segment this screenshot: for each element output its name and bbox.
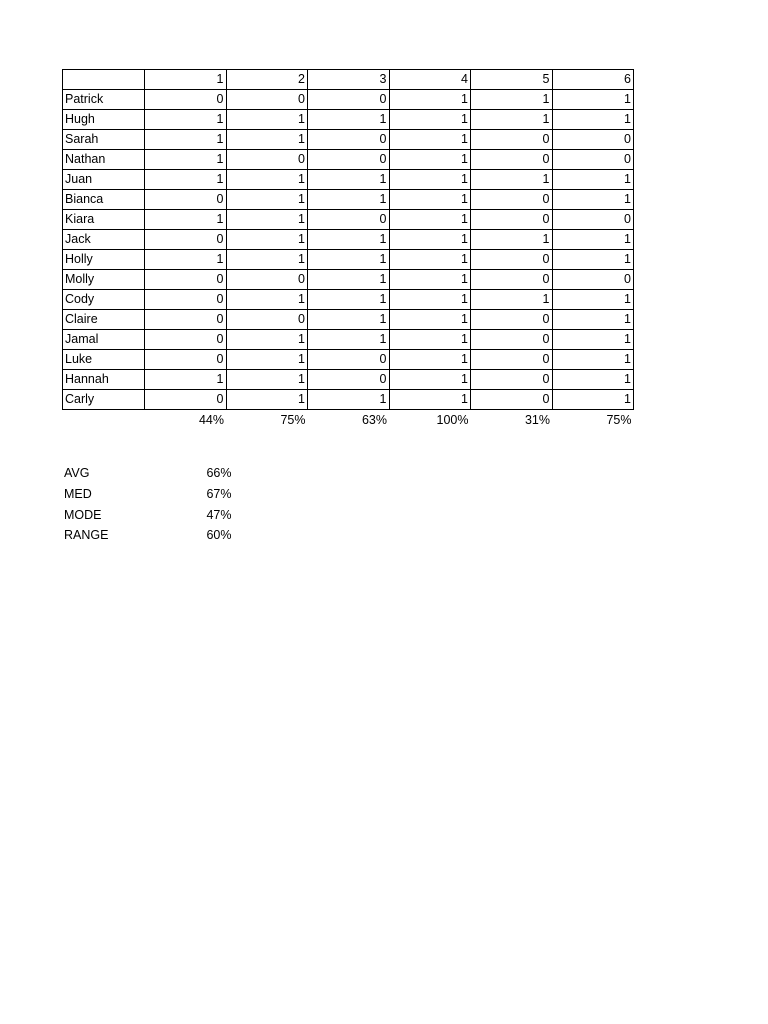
- score-cell: 1: [308, 390, 390, 410]
- student-name-cell: Holly: [63, 250, 145, 270]
- score-cell: 0: [145, 310, 227, 330]
- score-cell: 1: [389, 130, 471, 150]
- score-cell: 0: [145, 330, 227, 350]
- score-cell: 0: [552, 270, 634, 290]
- table-row: [63, 290, 634, 310]
- score-cell: 1: [552, 230, 634, 250]
- column-percentage-cell: 100%: [436, 413, 469, 427]
- score-cell: 1: [226, 250, 308, 270]
- column-header: 1: [145, 70, 227, 90]
- stat-value: 60%: [206, 528, 232, 543]
- score-cell: 1: [389, 330, 471, 350]
- score-cell: 0: [308, 150, 390, 170]
- score-sheet: [62, 69, 634, 430]
- student-name-cell: Bianca: [63, 190, 145, 210]
- score-cell: 1: [226, 370, 308, 390]
- score-cell: 1: [552, 190, 634, 210]
- student-name-cell: Cody: [63, 290, 145, 310]
- table-row: [63, 90, 634, 110]
- table-row: [63, 310, 634, 330]
- percentage-row: [63, 410, 634, 431]
- score-cell: 0: [308, 130, 390, 150]
- score-cell: 0: [226, 310, 308, 330]
- score-cell: 1: [471, 230, 553, 250]
- score-cell: 1: [145, 130, 227, 150]
- table-row: [63, 130, 634, 150]
- table-row: [63, 350, 634, 370]
- score-cell: 1: [145, 110, 227, 130]
- score-cell: 1: [552, 170, 634, 190]
- student-name-cell: Sarah: [63, 130, 145, 150]
- column-percentage-cell: 31%: [524, 413, 550, 427]
- score-cell: 1: [308, 330, 390, 350]
- score-cell: 0: [471, 190, 553, 210]
- score-cell: 0: [471, 210, 553, 230]
- score-cell: 0: [471, 310, 553, 330]
- student-name-cell: Jack: [63, 230, 145, 250]
- score-cell: 0: [471, 390, 553, 410]
- score-cell: 1: [389, 350, 471, 370]
- score-cell: 1: [308, 310, 390, 330]
- score-cell: 1: [552, 290, 634, 310]
- score-cell: 0: [308, 90, 390, 110]
- student-name-cell: Jamal: [63, 330, 145, 350]
- score-cell: 1: [308, 170, 390, 190]
- score-cell: 1: [389, 230, 471, 250]
- stats-table: [62, 463, 234, 546]
- table-row: [63, 370, 634, 390]
- score-cell: 1: [552, 370, 634, 390]
- stat-row: [62, 504, 234, 525]
- score-cell: 1: [552, 330, 634, 350]
- score-cell: 1: [226, 170, 308, 190]
- score-cell: 0: [552, 150, 634, 170]
- score-cell: 1: [226, 190, 308, 210]
- score-cell: 1: [226, 330, 308, 350]
- stat-value: 66%: [206, 466, 232, 481]
- score-cell: 1: [226, 230, 308, 250]
- score-cell: 1: [389, 250, 471, 270]
- score-cell: 0: [308, 350, 390, 370]
- score-cell: 1: [145, 250, 227, 270]
- score-cell: 1: [226, 290, 308, 310]
- column-header: 5: [471, 70, 553, 90]
- score-cell: 1: [308, 110, 390, 130]
- score-cell: 1: [226, 390, 308, 410]
- table-row: [63, 170, 634, 190]
- score-cell: 1: [226, 210, 308, 230]
- score-cell: 0: [145, 270, 227, 290]
- score-cell: 1: [389, 210, 471, 230]
- student-name-cell: Luke: [63, 350, 145, 370]
- score-cell: 1: [308, 190, 390, 210]
- score-cell: 0: [471, 370, 553, 390]
- column-percentage-cell: 75%: [280, 413, 306, 427]
- score-cell: 1: [552, 110, 634, 130]
- stat-label: MED: [64, 487, 92, 502]
- score-cell: 1: [389, 90, 471, 110]
- score-cell: 0: [145, 230, 227, 250]
- stat-value: 47%: [206, 507, 232, 522]
- column-percentage-cell: 44%: [198, 413, 224, 427]
- score-cell: 1: [389, 170, 471, 190]
- score-cell: 0: [471, 270, 553, 290]
- score-cell: 0: [308, 210, 390, 230]
- column-header: 4: [389, 70, 471, 90]
- score-cell: 0: [471, 130, 553, 150]
- score-cell: 1: [308, 290, 390, 310]
- student-name-cell: Juan: [63, 170, 145, 190]
- score-cell: 1: [389, 270, 471, 290]
- stat-row: [62, 525, 234, 546]
- score-cell: 0: [145, 190, 227, 210]
- score-cell: 1: [145, 170, 227, 190]
- score-cell: 0: [145, 350, 227, 370]
- column-header: 3: [308, 70, 390, 90]
- table-row: [63, 270, 634, 290]
- student-name-cell: Molly: [63, 270, 145, 290]
- score-cell: 1: [389, 110, 471, 130]
- student-name-cell: Kiara: [63, 210, 145, 230]
- score-cell: 1: [389, 390, 471, 410]
- score-cell: 1: [308, 270, 390, 290]
- column-header: 6: [552, 70, 634, 90]
- table-row: [63, 150, 634, 170]
- table-row: [63, 210, 634, 230]
- score-cell: 1: [552, 250, 634, 270]
- score-cell: 1: [308, 250, 390, 270]
- score-cell: 1: [389, 370, 471, 390]
- score-cell: 1: [145, 210, 227, 230]
- summary-stats: [62, 463, 234, 546]
- score-cell: 1: [226, 130, 308, 150]
- score-cell: 1: [552, 310, 634, 330]
- student-name-cell: Carly: [63, 390, 145, 410]
- score-cell: 0: [226, 150, 308, 170]
- score-cell: 0: [145, 290, 227, 310]
- stat-value: 67%: [206, 487, 232, 502]
- score-cell: 1: [389, 290, 471, 310]
- score-cell: 0: [226, 90, 308, 110]
- score-cell: 1: [471, 170, 553, 190]
- score-cell: 1: [471, 290, 553, 310]
- score-cell: 0: [471, 330, 553, 350]
- score-cell: 1: [226, 350, 308, 370]
- table-row: [63, 230, 634, 250]
- header-corner-cell: [63, 70, 145, 90]
- stat-label: RANGE: [64, 528, 109, 543]
- score-cell: 1: [389, 190, 471, 210]
- stat-row: [62, 484, 234, 505]
- table-row: [63, 250, 634, 270]
- student-name-cell: Hugh: [63, 110, 145, 130]
- student-name-cell: Patrick: [63, 90, 145, 110]
- score-cell: 0: [471, 250, 553, 270]
- score-cell: 0: [145, 390, 227, 410]
- score-cell: 1: [226, 110, 308, 130]
- score-cell: 1: [389, 310, 471, 330]
- percentage-row-spacer: [63, 410, 145, 431]
- score-cell: 1: [145, 370, 227, 390]
- header-row: [63, 70, 634, 90]
- column-header: 2: [226, 70, 308, 90]
- column-percentage-cell: 63%: [361, 413, 387, 427]
- stat-label: MODE: [64, 507, 102, 522]
- score-cell: 0: [226, 270, 308, 290]
- column-percentage-cell: 75%: [606, 413, 632, 427]
- score-cell: 1: [552, 90, 634, 110]
- table-row: [63, 390, 634, 410]
- score-cell: 0: [308, 370, 390, 390]
- score-cell: 1: [552, 390, 634, 410]
- score-cell: 1: [471, 90, 553, 110]
- score-cell: 0: [471, 350, 553, 370]
- score-cell: 1: [389, 150, 471, 170]
- score-cell: 0: [145, 90, 227, 110]
- score-cell: 1: [308, 230, 390, 250]
- score-cell: 1: [552, 350, 634, 370]
- stat-label: AVG: [64, 466, 90, 481]
- student-name-cell: Claire: [63, 310, 145, 330]
- score-cell: 0: [552, 210, 634, 230]
- score-cell: 0: [471, 150, 553, 170]
- student-name-cell: Nathan: [63, 150, 145, 170]
- stat-row: [62, 463, 234, 484]
- score-cell: 0: [552, 130, 634, 150]
- score-cell: 1: [145, 150, 227, 170]
- score-table: [62, 69, 634, 430]
- score-cell: 1: [471, 110, 553, 130]
- table-row: [63, 110, 634, 130]
- student-name-cell: Hannah: [63, 370, 145, 390]
- table-row: [63, 330, 634, 350]
- table-row: [63, 190, 634, 210]
